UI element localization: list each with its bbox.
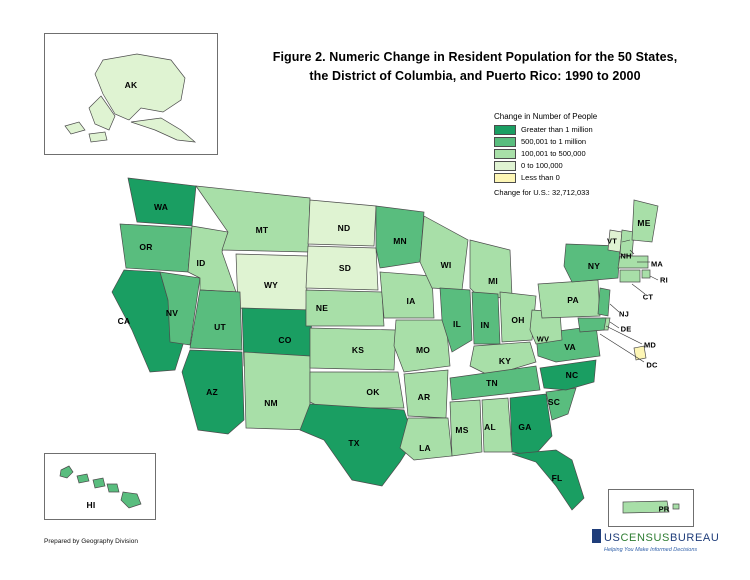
- hawaii-inset: [44, 453, 156, 520]
- legend-label: 0 to 100,000: [521, 161, 563, 170]
- label-UT: UT: [214, 322, 226, 332]
- label-ID: ID: [196, 258, 206, 268]
- label-IL: IL: [453, 319, 461, 329]
- label-WV: WV: [536, 334, 550, 344]
- label-RI: RI: [660, 275, 668, 285]
- label-WY: WY: [263, 280, 279, 290]
- label-TX: TX: [348, 438, 360, 448]
- legend-item: [494, 124, 664, 135]
- label-OH: OH: [511, 315, 525, 325]
- label-WA: WA: [153, 202, 169, 212]
- label-IN: IN: [480, 320, 490, 330]
- label-VT: VT: [607, 236, 617, 246]
- legend-note: Change for U.S.: 32,712,033: [494, 188, 590, 197]
- state-IA: [380, 272, 434, 318]
- label-NY: NY: [587, 261, 601, 271]
- legend-swatch: [494, 149, 516, 159]
- census-tagline: Helping You Make Informed Decisions: [604, 547, 698, 553]
- label-MS: MS: [455, 425, 469, 435]
- label-GA: GA: [518, 422, 532, 432]
- census-logo-mark: [592, 529, 601, 543]
- label-CO: CO: [278, 335, 292, 345]
- legend-label: 100,001 to 500,000: [521, 149, 586, 158]
- legend-swatch: [494, 161, 516, 171]
- legend-item: [494, 136, 664, 147]
- legend-swatch: [494, 125, 516, 135]
- puerto-rico-shape: [609, 490, 693, 526]
- state-NM: [244, 352, 310, 430]
- label-FL: FL: [551, 473, 563, 483]
- label-DC: DC: [646, 360, 658, 370]
- states-group: [112, 178, 658, 510]
- label-KY: KY: [498, 356, 512, 366]
- label-NV: NV: [165, 308, 179, 318]
- state-IN: [472, 292, 500, 344]
- label-NH: NH: [620, 251, 632, 261]
- label-IA: IA: [406, 296, 416, 306]
- state-OK: [310, 372, 404, 408]
- legend-item: [494, 160, 664, 171]
- label-ME: ME: [637, 218, 651, 228]
- puerto-rico-inset: [608, 489, 694, 527]
- label-AK: AK: [124, 80, 138, 90]
- census-wordmark: [604, 532, 719, 544]
- legend-label: Greater than 1 million: [521, 125, 593, 134]
- label-ND: ND: [337, 223, 351, 233]
- label-MA: MA: [650, 259, 664, 269]
- alaska-shape: [45, 34, 217, 154]
- title-line-2: the District of Columbia, and Puerto Rico: 1990 to 2000: [309, 69, 641, 83]
- census-bureau-logo: [604, 528, 750, 553]
- label-KS: KS: [351, 345, 365, 355]
- state-MD: [578, 318, 606, 332]
- label-OR: OR: [139, 242, 153, 252]
- label-AL: AL: [484, 422, 496, 432]
- logo-text-us: US: [604, 532, 621, 544]
- label-SD: SD: [338, 263, 352, 273]
- state-LA: [400, 418, 452, 460]
- legend-label: 500,001 to 1 million: [521, 137, 587, 146]
- state-FL: [512, 450, 584, 510]
- label-MD: MD: [643, 340, 657, 350]
- legend-swatch: [494, 173, 516, 183]
- legend-item: [494, 172, 664, 183]
- label-PR: PR: [658, 504, 670, 514]
- label-CA: CA: [117, 316, 131, 326]
- label-PA: PA: [567, 295, 579, 305]
- state-CT: [620, 270, 640, 282]
- label-WI: WI: [440, 260, 452, 270]
- label-MN: MN: [393, 236, 407, 246]
- prepared-by-note: Prepared by Geography Division: [44, 538, 138, 545]
- title-line-1: Figure 2. Numeric Change in Resident Population for the 50 States,: [272, 50, 678, 64]
- label-MT: MT: [255, 225, 269, 235]
- logo-text-bureau: BUREAU: [669, 532, 720, 544]
- label-OK: OK: [366, 387, 380, 397]
- label-LA: LA: [419, 443, 431, 453]
- label-MI: MI: [488, 276, 498, 286]
- label-SC: SC: [547, 397, 561, 407]
- alaska-inset: [44, 33, 218, 155]
- state-UT: [190, 290, 242, 350]
- legend-title: Change in Number of People: [494, 112, 598, 121]
- legend-label: Less than 0: [521, 173, 560, 182]
- legend-swatch: [494, 137, 516, 147]
- label-HI: HI: [86, 500, 96, 510]
- hawaii-shape: [45, 454, 155, 519]
- label-NJ: NJ: [619, 309, 629, 319]
- legend: [494, 112, 664, 197]
- label-AR: AR: [417, 392, 431, 402]
- label-NC: NC: [565, 370, 579, 380]
- state-NJ: [598, 288, 610, 316]
- label-TN: TN: [486, 378, 498, 388]
- state-RI: [642, 270, 650, 278]
- label-DE: DE: [620, 324, 632, 334]
- label-CT: CT: [642, 292, 654, 302]
- logo-text-census: CENSUS: [620, 532, 670, 544]
- label-VA: VA: [564, 342, 576, 352]
- label-AZ: AZ: [206, 387, 218, 397]
- label-NE: NE: [315, 303, 329, 313]
- legend-item: [494, 148, 664, 159]
- label-MO: MO: [415, 345, 431, 355]
- state-OR: [120, 224, 192, 272]
- label-NM: NM: [264, 398, 278, 408]
- state-MI: [470, 240, 512, 300]
